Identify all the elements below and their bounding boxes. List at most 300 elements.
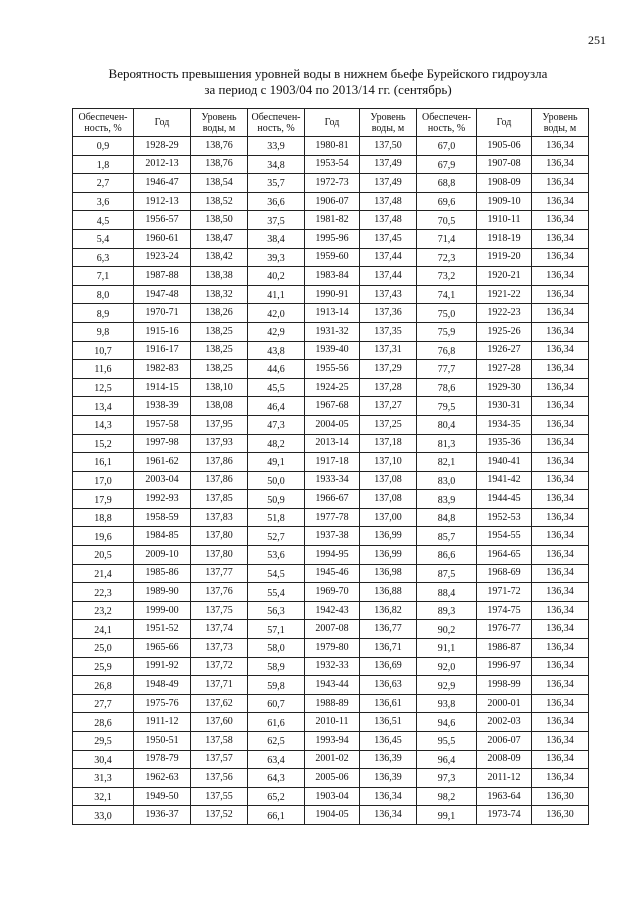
table-cell: 14,3 bbox=[73, 415, 134, 434]
table-cell: 62,5 bbox=[248, 732, 305, 751]
table-cell: 138,10 bbox=[191, 378, 248, 397]
table-row bbox=[73, 155, 589, 174]
table-row bbox=[73, 508, 589, 527]
table-cell: 136,34 bbox=[532, 713, 589, 732]
table-row bbox=[73, 248, 589, 267]
table-cell: 136,34 bbox=[532, 639, 589, 658]
table-cell: 40,2 bbox=[248, 267, 305, 286]
table-row bbox=[73, 620, 589, 639]
table-cell: 1966-67 bbox=[305, 490, 360, 509]
table-cell: 1976-77 bbox=[477, 620, 532, 639]
table-cell: 138,25 bbox=[191, 341, 248, 360]
table-cell: 1981-82 bbox=[305, 211, 360, 230]
table-cell: 136,34 bbox=[532, 285, 589, 304]
table-cell: 1927-28 bbox=[477, 360, 532, 379]
table-cell: 37,5 bbox=[248, 211, 305, 230]
table-cell: 1904-05 bbox=[305, 806, 360, 825]
table-cell: 1978-79 bbox=[134, 750, 191, 769]
table-cell: 54,5 bbox=[248, 564, 305, 583]
table-cell: 1990-91 bbox=[305, 285, 360, 304]
table-cell: 1932-33 bbox=[305, 657, 360, 676]
table-row bbox=[73, 694, 589, 713]
table-cell: 1985-86 bbox=[134, 564, 191, 583]
table-cell: 1962-63 bbox=[134, 769, 191, 788]
table-cell: 59,8 bbox=[248, 676, 305, 695]
table-cell: 99,1 bbox=[417, 806, 477, 825]
table-cell: 2002-03 bbox=[477, 713, 532, 732]
table-cell: 72,3 bbox=[417, 248, 477, 267]
table-cell: 136,34 bbox=[532, 174, 589, 193]
title-line-2: за период с 1903/04 по 2013/14 гг. (сентябрь) bbox=[204, 82, 452, 97]
table-cell: 136,34 bbox=[532, 676, 589, 695]
table-cell: 2011-12 bbox=[477, 769, 532, 788]
table-row bbox=[73, 453, 589, 472]
table-cell: 136,34 bbox=[532, 360, 589, 379]
table-cell: 136,34 bbox=[532, 304, 589, 323]
table-cell: 53,6 bbox=[248, 546, 305, 565]
table-cell: 12,5 bbox=[73, 378, 134, 397]
table-cell: 93,8 bbox=[417, 694, 477, 713]
table-cell: 137,52 bbox=[191, 806, 248, 825]
table-cell: 1940-41 bbox=[477, 453, 532, 472]
table-cell: 98,2 bbox=[417, 787, 477, 806]
table-cell: 87,5 bbox=[417, 564, 477, 583]
table-cell: 70,5 bbox=[417, 211, 477, 230]
table-cell: 30,4 bbox=[73, 750, 134, 769]
table-cell: 83,0 bbox=[417, 471, 477, 490]
column-header: Уровень воды, м bbox=[191, 109, 248, 137]
table-cell: 1908-09 bbox=[477, 174, 532, 193]
table-cell: 136,34 bbox=[532, 229, 589, 248]
table-cell: 136,39 bbox=[360, 750, 417, 769]
table-cell: 1995-96 bbox=[305, 229, 360, 248]
table-cell: 1910-11 bbox=[477, 211, 532, 230]
column-header: Год bbox=[134, 109, 191, 137]
table-cell: 1911-12 bbox=[134, 713, 191, 732]
table-cell: 136,34 bbox=[532, 155, 589, 174]
table-cell: 1987-88 bbox=[134, 267, 191, 286]
table-cell: 136,34 bbox=[532, 769, 589, 788]
table-cell: 137,48 bbox=[360, 211, 417, 230]
table-cell: 136,51 bbox=[360, 713, 417, 732]
table-row bbox=[73, 229, 589, 248]
table-cell: 1915-16 bbox=[134, 322, 191, 341]
table-cell: 137,27 bbox=[360, 397, 417, 416]
table-cell: 136,34 bbox=[532, 397, 589, 416]
table-cell: 71,4 bbox=[417, 229, 477, 248]
table-cell: 2008-09 bbox=[477, 750, 532, 769]
column-header: Обеспечен-ность, % bbox=[417, 109, 477, 137]
column-header: Обеспечен-ность, % bbox=[73, 109, 134, 137]
table-cell: 28,6 bbox=[73, 713, 134, 732]
table-header-row bbox=[73, 109, 589, 137]
table-cell: 1959-60 bbox=[305, 248, 360, 267]
table-cell: 1942-43 bbox=[305, 601, 360, 620]
table-cell: 137,00 bbox=[360, 508, 417, 527]
table-cell: 138,32 bbox=[191, 285, 248, 304]
table-row bbox=[73, 564, 589, 583]
table-cell: 2012-13 bbox=[134, 155, 191, 174]
table-cell: 41,1 bbox=[248, 285, 305, 304]
table-cell: 92,9 bbox=[417, 676, 477, 695]
table-cell: 68,8 bbox=[417, 174, 477, 193]
table-cell: 1984-85 bbox=[134, 527, 191, 546]
table-cell: 17,9 bbox=[73, 490, 134, 509]
table-cell: 136,71 bbox=[360, 639, 417, 658]
table-cell: 50,0 bbox=[248, 471, 305, 490]
table-cell: 75,9 bbox=[417, 322, 477, 341]
table-cell: 1969-70 bbox=[305, 583, 360, 602]
water-level-table bbox=[72, 108, 589, 825]
table-cell: 81,3 bbox=[417, 434, 477, 453]
table-body bbox=[73, 137, 589, 825]
column-header: Год bbox=[305, 109, 360, 137]
table-cell: 88,4 bbox=[417, 583, 477, 602]
table-cell: 18,8 bbox=[73, 508, 134, 527]
table-cell: 91,1 bbox=[417, 639, 477, 658]
table-cell: 1925-26 bbox=[477, 322, 532, 341]
table-row bbox=[73, 583, 589, 602]
table-cell: 1,8 bbox=[73, 155, 134, 174]
table-cell: 136,99 bbox=[360, 527, 417, 546]
table-cell: 24,1 bbox=[73, 620, 134, 639]
table-cell: 2004-05 bbox=[305, 415, 360, 434]
table-cell: 138,25 bbox=[191, 322, 248, 341]
table-cell: 39,3 bbox=[248, 248, 305, 267]
table-cell: 136,34 bbox=[532, 750, 589, 769]
table-cell: 1986-87 bbox=[477, 639, 532, 658]
table-cell: 1924-25 bbox=[305, 378, 360, 397]
table-cell: 1967-68 bbox=[305, 397, 360, 416]
table-cell: 83,9 bbox=[417, 490, 477, 509]
table-cell: 21,4 bbox=[73, 564, 134, 583]
column-header: Уровень воды, м bbox=[360, 109, 417, 137]
table-row bbox=[73, 285, 589, 304]
table-cell: 1999-00 bbox=[134, 601, 191, 620]
table-cell: 137,83 bbox=[191, 508, 248, 527]
table-cell: 137,76 bbox=[191, 583, 248, 602]
table-cell: 1920-21 bbox=[477, 267, 532, 286]
table-cell: 2009-10 bbox=[134, 546, 191, 565]
table-cell: 1957-58 bbox=[134, 415, 191, 434]
table-cell: 137,49 bbox=[360, 174, 417, 193]
table-cell: 138,76 bbox=[191, 137, 248, 156]
table-cell: 1912-13 bbox=[134, 192, 191, 211]
table-cell: 137,62 bbox=[191, 694, 248, 713]
table-cell: 136,34 bbox=[532, 694, 589, 713]
table-cell: 138,25 bbox=[191, 360, 248, 379]
table-cell: 63,4 bbox=[248, 750, 305, 769]
table-cell: 58,9 bbox=[248, 657, 305, 676]
table-cell: 6,3 bbox=[73, 248, 134, 267]
table-cell: 137,73 bbox=[191, 639, 248, 658]
table-cell: 137,77 bbox=[191, 564, 248, 583]
table-cell: 137,48 bbox=[360, 192, 417, 211]
table-cell: 137,71 bbox=[191, 676, 248, 695]
table-cell: 65,2 bbox=[248, 787, 305, 806]
table-cell: 136,34 bbox=[532, 490, 589, 509]
table-cell: 136,69 bbox=[360, 657, 417, 676]
table-cell: 15,2 bbox=[73, 434, 134, 453]
table-cell: 1949-50 bbox=[134, 787, 191, 806]
table-cell: 136,34 bbox=[360, 787, 417, 806]
table-cell: 138,52 bbox=[191, 192, 248, 211]
table-cell: 137,56 bbox=[191, 769, 248, 788]
table-cell: 38,4 bbox=[248, 229, 305, 248]
table-cell: 1934-35 bbox=[477, 415, 532, 434]
table-row bbox=[73, 322, 589, 341]
table-cell: 1956-57 bbox=[134, 211, 191, 230]
table-cell: 25,0 bbox=[73, 639, 134, 658]
table-cell: 1923-24 bbox=[134, 248, 191, 267]
table-cell: 64,3 bbox=[248, 769, 305, 788]
table-cell: 1979-80 bbox=[305, 639, 360, 658]
table-row bbox=[73, 174, 589, 193]
table-cell: 136,77 bbox=[360, 620, 417, 639]
table-row bbox=[73, 787, 589, 806]
table-cell: 19,6 bbox=[73, 527, 134, 546]
table-cell: 1926-27 bbox=[477, 341, 532, 360]
table-cell: 61,6 bbox=[248, 713, 305, 732]
table-cell: 44,6 bbox=[248, 360, 305, 379]
table-cell: 136,34 bbox=[532, 341, 589, 360]
table-cell: 1952-53 bbox=[477, 508, 532, 527]
table-cell: 1933-34 bbox=[305, 471, 360, 490]
table-cell: 1960-61 bbox=[134, 229, 191, 248]
table-row bbox=[73, 639, 589, 658]
table-cell: 136,34 bbox=[532, 248, 589, 267]
table-cell: 96,4 bbox=[417, 750, 477, 769]
table-cell: 60,7 bbox=[248, 694, 305, 713]
table-cell: 137,86 bbox=[191, 471, 248, 490]
table-row bbox=[73, 211, 589, 230]
table-cell: 1918-19 bbox=[477, 229, 532, 248]
table-cell: 4,5 bbox=[73, 211, 134, 230]
table-cell: 1907-08 bbox=[477, 155, 532, 174]
table-cell: 138,50 bbox=[191, 211, 248, 230]
table-cell: 137,36 bbox=[360, 304, 417, 323]
table-cell: 1921-22 bbox=[477, 285, 532, 304]
table-cell: 136,34 bbox=[532, 564, 589, 583]
table-cell: 5,4 bbox=[73, 229, 134, 248]
table-cell: 136,34 bbox=[532, 601, 589, 620]
table-cell: 1997-98 bbox=[134, 434, 191, 453]
table-cell: 136,88 bbox=[360, 583, 417, 602]
table-cell: 82,1 bbox=[417, 453, 477, 472]
table-cell: 136,34 bbox=[532, 471, 589, 490]
table-cell: 1992-93 bbox=[134, 490, 191, 509]
table-cell: 20,5 bbox=[73, 546, 134, 565]
table-row bbox=[73, 750, 589, 769]
table-cell: 137,75 bbox=[191, 601, 248, 620]
table-cell: 73,2 bbox=[417, 267, 477, 286]
table-cell: 26,8 bbox=[73, 676, 134, 695]
table-cell: 45,5 bbox=[248, 378, 305, 397]
table-cell: 78,6 bbox=[417, 378, 477, 397]
table-cell: 33,9 bbox=[248, 137, 305, 156]
table-cell: 136,30 bbox=[532, 787, 589, 806]
table-row bbox=[73, 676, 589, 695]
table-cell: 1973-74 bbox=[477, 806, 532, 825]
table-cell: 1964-65 bbox=[477, 546, 532, 565]
table-cell: 1931-32 bbox=[305, 322, 360, 341]
table-cell: 1928-29 bbox=[134, 137, 191, 156]
table-cell: 10,7 bbox=[73, 341, 134, 360]
table-cell: 8,9 bbox=[73, 304, 134, 323]
table-cell: 136,34 bbox=[532, 211, 589, 230]
table-cell: 137,85 bbox=[191, 490, 248, 509]
table-cell: 79,5 bbox=[417, 397, 477, 416]
table-cell: 22,3 bbox=[73, 583, 134, 602]
table-cell: 137,44 bbox=[360, 248, 417, 267]
table-cell: 42,0 bbox=[248, 304, 305, 323]
table-cell: 1943-44 bbox=[305, 676, 360, 695]
table-cell: 67,9 bbox=[417, 155, 477, 174]
table-cell: 1980-81 bbox=[305, 137, 360, 156]
table-cell: 1958-59 bbox=[134, 508, 191, 527]
table-cell: 90,2 bbox=[417, 620, 477, 639]
table-row bbox=[73, 806, 589, 825]
table-cell: 136,34 bbox=[532, 378, 589, 397]
table-cell: 17,0 bbox=[73, 471, 134, 490]
table-cell: 35,7 bbox=[248, 174, 305, 193]
page-number: 251 bbox=[588, 33, 606, 47]
table-cell: 137,74 bbox=[191, 620, 248, 639]
table-cell: 1944-45 bbox=[477, 490, 532, 509]
table-cell: 95,5 bbox=[417, 732, 477, 751]
table-cell: 137,31 bbox=[360, 341, 417, 360]
table-cell: 136,34 bbox=[360, 806, 417, 825]
table-cell: 136,82 bbox=[360, 601, 417, 620]
table-cell: 1937-38 bbox=[305, 527, 360, 546]
table-cell: 1989-90 bbox=[134, 583, 191, 602]
title-line-1: Вероятность превышения уровней воды в нижнем бьефе Бурейского гидроузла bbox=[108, 66, 548, 81]
table-cell: 9,8 bbox=[73, 322, 134, 341]
table-cell: 32,1 bbox=[73, 787, 134, 806]
table-cell: 84,8 bbox=[417, 508, 477, 527]
table-cell: 137,28 bbox=[360, 378, 417, 397]
table-cell: 136,61 bbox=[360, 694, 417, 713]
table-cell: 80,4 bbox=[417, 415, 477, 434]
table-row bbox=[73, 732, 589, 751]
table-cell: 58,0 bbox=[248, 639, 305, 658]
table-row bbox=[73, 546, 589, 565]
table-cell: 92,0 bbox=[417, 657, 477, 676]
table-cell: 137,49 bbox=[360, 155, 417, 174]
table-cell: 2003-04 bbox=[134, 471, 191, 490]
table-row bbox=[73, 341, 589, 360]
table-cell: 76,8 bbox=[417, 341, 477, 360]
table-cell: 136,34 bbox=[532, 192, 589, 211]
table-cell: 138,42 bbox=[191, 248, 248, 267]
table-cell: 1974-75 bbox=[477, 601, 532, 620]
table-cell: 46,4 bbox=[248, 397, 305, 416]
table-cell: 1954-55 bbox=[477, 527, 532, 546]
table-row bbox=[73, 434, 589, 453]
table-row bbox=[73, 713, 589, 732]
table-cell: 1975-76 bbox=[134, 694, 191, 713]
table-cell: 8,0 bbox=[73, 285, 134, 304]
table-cell: 137,35 bbox=[360, 322, 417, 341]
table-cell: 136,98 bbox=[360, 564, 417, 583]
table-cell: 137,50 bbox=[360, 137, 417, 156]
table-cell: 136,34 bbox=[532, 732, 589, 751]
table-cell: 137,29 bbox=[360, 360, 417, 379]
table-cell: 137,55 bbox=[191, 787, 248, 806]
table-cell: 56,3 bbox=[248, 601, 305, 620]
table-cell: 1903-04 bbox=[305, 787, 360, 806]
table-cell: 1955-56 bbox=[305, 360, 360, 379]
table-cell: 136,39 bbox=[360, 769, 417, 788]
table-cell: 27,7 bbox=[73, 694, 134, 713]
table-cell: 67,0 bbox=[417, 137, 477, 156]
table-cell: 29,5 bbox=[73, 732, 134, 751]
table-cell: 1914-15 bbox=[134, 378, 191, 397]
table-cell: 13,4 bbox=[73, 397, 134, 416]
table-cell: 137,80 bbox=[191, 527, 248, 546]
table-cell: 85,7 bbox=[417, 527, 477, 546]
table-cell: 1916-17 bbox=[134, 341, 191, 360]
table-cell: 1991-92 bbox=[134, 657, 191, 676]
table-cell: 2013-14 bbox=[305, 434, 360, 453]
table-cell: 1939-40 bbox=[305, 341, 360, 360]
table-cell: 2010-11 bbox=[305, 713, 360, 732]
table-cell: 137,44 bbox=[360, 267, 417, 286]
column-header: Уровень воды, м bbox=[532, 109, 589, 137]
table-cell: 1905-06 bbox=[477, 137, 532, 156]
table-row bbox=[73, 137, 589, 156]
table-cell: 137,60 bbox=[191, 713, 248, 732]
table-cell: 94,6 bbox=[417, 713, 477, 732]
table-row bbox=[73, 769, 589, 788]
table-cell: 1947-48 bbox=[134, 285, 191, 304]
table-cell: 52,7 bbox=[248, 527, 305, 546]
table-cell: 136,34 bbox=[532, 546, 589, 565]
table-row bbox=[73, 304, 589, 323]
table-cell: 1906-07 bbox=[305, 192, 360, 211]
table-cell: 137,10 bbox=[360, 453, 417, 472]
table-row bbox=[73, 192, 589, 211]
table-cell: 1948-49 bbox=[134, 676, 191, 695]
table-cell: 136,34 bbox=[532, 415, 589, 434]
table-cell: 1909-10 bbox=[477, 192, 532, 211]
table-cell: 1988-89 bbox=[305, 694, 360, 713]
table-cell: 137,95 bbox=[191, 415, 248, 434]
table-cell: 1983-84 bbox=[305, 267, 360, 286]
table-row bbox=[73, 657, 589, 676]
table-cell: 1919-20 bbox=[477, 248, 532, 267]
table-cell: 2005-06 bbox=[305, 769, 360, 788]
table-row bbox=[73, 601, 589, 620]
table-cell: 43,8 bbox=[248, 341, 305, 360]
table-row bbox=[73, 378, 589, 397]
table-cell: 89,3 bbox=[417, 601, 477, 620]
table-cell: 138,76 bbox=[191, 155, 248, 174]
table-cell: 136,34 bbox=[532, 508, 589, 527]
table-row bbox=[73, 397, 589, 416]
table-cell: 137,08 bbox=[360, 490, 417, 509]
table-cell: 7,1 bbox=[73, 267, 134, 286]
table-row bbox=[73, 490, 589, 509]
table-cell: 1917-18 bbox=[305, 453, 360, 472]
table-cell: 1950-51 bbox=[134, 732, 191, 751]
table-cell: 23,2 bbox=[73, 601, 134, 620]
table-cell: 137,25 bbox=[360, 415, 417, 434]
table-cell: 36,6 bbox=[248, 192, 305, 211]
table-cell: 1993-94 bbox=[305, 732, 360, 751]
table-cell: 2,7 bbox=[73, 174, 134, 193]
table-cell: 2000-01 bbox=[477, 694, 532, 713]
